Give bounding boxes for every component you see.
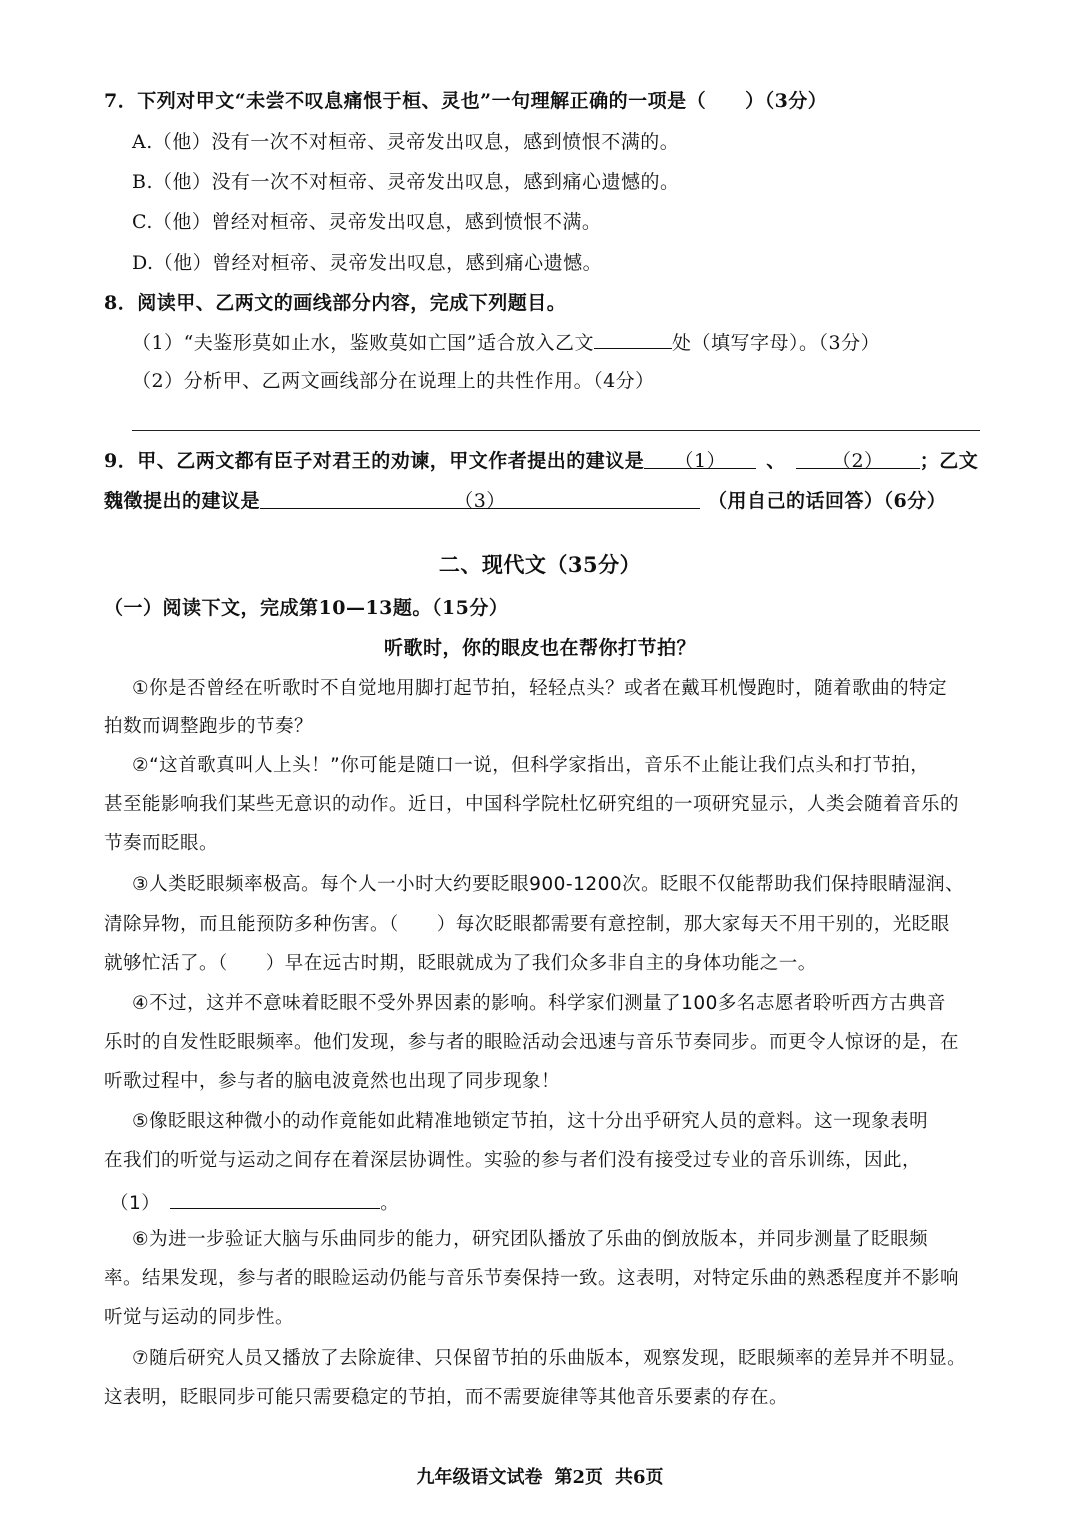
p5-blank-label: （1） — [110, 1193, 161, 1214]
q8-stem: 8．阅读甲、乙两文的画线部分内容，完成下列题目。 — [104, 292, 567, 314]
q7-stem: 7．下列对甲文“未尝不叹息痛恨于桓、灵也”一句理解正确的一项是（ ）（3分） — [104, 90, 828, 112]
q9-text4: （用自己的话回答）（6分） — [708, 490, 947, 512]
article-line: 听觉与运动的同步性。 — [104, 1307, 295, 1328]
q8-sub1-tail: 处（填写字母）。（3分） — [672, 332, 881, 354]
article-line: 甚至能影响我们某些无意识的动作。近日，中国科学院杜忆研究组的一项研究显示，人类会随着音乐的 — [104, 794, 960, 815]
q8-answer-line[interactable] — [132, 430, 980, 431]
article-line: 清除异物，而且能预防多种伤害。（ ）每次眨眼都需要有意控制，那大家每天不用干别的，光眨眼 — [104, 914, 950, 935]
p5-blank-end: 。 — [380, 1193, 400, 1214]
q7-option-c: C.（他）曾经对桓帝、灵帝发出叹息，感到愤恨不满。 — [132, 211, 602, 233]
q9-line2 — [104, 488, 946, 514]
q9-blank-3[interactable]: （3） — [260, 488, 700, 509]
q9-text1: 9．甲、乙两文都有臣子对君王的劝谏，甲文作者提出的建议是 — [104, 450, 645, 472]
footer-total-pages: 共6页 — [615, 1467, 664, 1488]
article-title: 听歌时，你的眼皮也在帮你打节拍？ — [383, 637, 696, 659]
q8-sub1 — [132, 328, 880, 356]
article-line: 听歌过程中，参与者的脑电波竟然也出现了同步现象！ — [104, 1071, 561, 1092]
q7-option-a: A.（他）没有一次不对桓帝、灵帝发出叹息，感到愤恨不满的。 — [132, 131, 680, 153]
q9-line1 — [104, 448, 978, 474]
section-title: 二、现代文（35分） — [438, 552, 642, 577]
q9-blank-2[interactable]: （2） — [796, 448, 920, 469]
article-line: 率。结果发现，参与者的眼睑运动仍能与音乐节奏保持一致。这表明，对特定乐曲的熟悉程度并不影响 — [104, 1268, 960, 1289]
q7-option-d: D.（他）曾经对桓帝、灵帝发出叹息，感到痛心遗憾。 — [132, 252, 603, 274]
q9-blank-1[interactable]: （1） — [644, 448, 756, 469]
article-line: 就够忙活了。（ ）早在远古时期，眨眼就成为了我们众多非自主的身体功能之一。 — [104, 953, 817, 974]
footer-page-number: 第2页 — [554, 1467, 603, 1488]
article-line: 拍数而调整跑步的节奏？ — [104, 716, 314, 737]
q9-text2: ；乙文 — [919, 450, 979, 472]
article-line: ①你是否曾经在听歌时不自觉地用脚打起节拍，轻轻点头？或者在戴耳机慢跑时，随着歌曲的特定 — [132, 678, 948, 699]
q7-option-b: B.（他）没有一次不对桓帝、灵帝发出叹息，感到痛心遗憾的。 — [132, 171, 680, 193]
q9-text3: 魏徵提出的建议是 — [104, 490, 261, 512]
q8-sub1-text: （1）“夫鉴形莫如止水，鉴败莫如亡国”适合放入乙文 — [132, 332, 595, 354]
article-line: ⑤像眨眼这种微小的动作竟能如此精准地锁定节拍，这十分出乎研究人员的意料。这一现象表明 — [132, 1111, 929, 1132]
article-line: 这表明，眨眼同步可能只需要稳定的节拍，而不需要旋律等其他音乐要素的存在。 — [104, 1387, 789, 1408]
article-line: ④不过，这并不意味着眨眼不受外界因素的影响。科学家们测量了100多名志愿者聆听西方古典音 — [132, 993, 946, 1014]
article-line: ②“这首歌真叫人上头！”你可能是随口一说，但科学家指出，音乐不止能让我们点头和打节拍， — [132, 755, 930, 776]
q8-sub1-blank[interactable] — [594, 328, 672, 349]
q9-separator: 、 — [766, 450, 786, 472]
footer-paper-name: 九年级语文试卷 — [416, 1467, 543, 1488]
article-line: 在我们的听觉与运动之间存在着深层协调性。实验的参与者们没有接受过专业的音乐训练，因此， — [104, 1150, 922, 1171]
p5-answer-blank[interactable] — [170, 1188, 380, 1209]
article-line: ③人类眨眼频率极高。每个人一小时大约要眨眼900-1200次。眨眼不仅能帮助我们保持眼睛湿润、 — [132, 874, 965, 895]
article-line: ⑦随后研究人员又播放了去除旋律、只保留节拍的乐曲版本，观察发现，眨眼频率的差异并不明显。 — [132, 1348, 967, 1369]
article-line: 乐时的自发性眨眼频率。他们发现，参与者的眼睑活动会迅速与音乐节奏同步。而更令人惊讶的是，在 — [104, 1032, 960, 1053]
article-line: 节奏而眨眼。 — [104, 833, 219, 854]
part-one-heading: （一）阅读下文，完成第10—13题。（15分） — [104, 597, 509, 619]
page-footer — [0, 1463, 1080, 1489]
article-line: ⑥为进一步验证大脑与乐曲同步的能力，研究团队播放了乐曲的倒放版本，并同步测量了眨眼频 — [132, 1229, 929, 1250]
p5-fill-blank — [110, 1188, 399, 1217]
q8-sub2: （2）分析甲、乙两文画线部分在说理上的共性作用。（4分） — [132, 370, 655, 392]
